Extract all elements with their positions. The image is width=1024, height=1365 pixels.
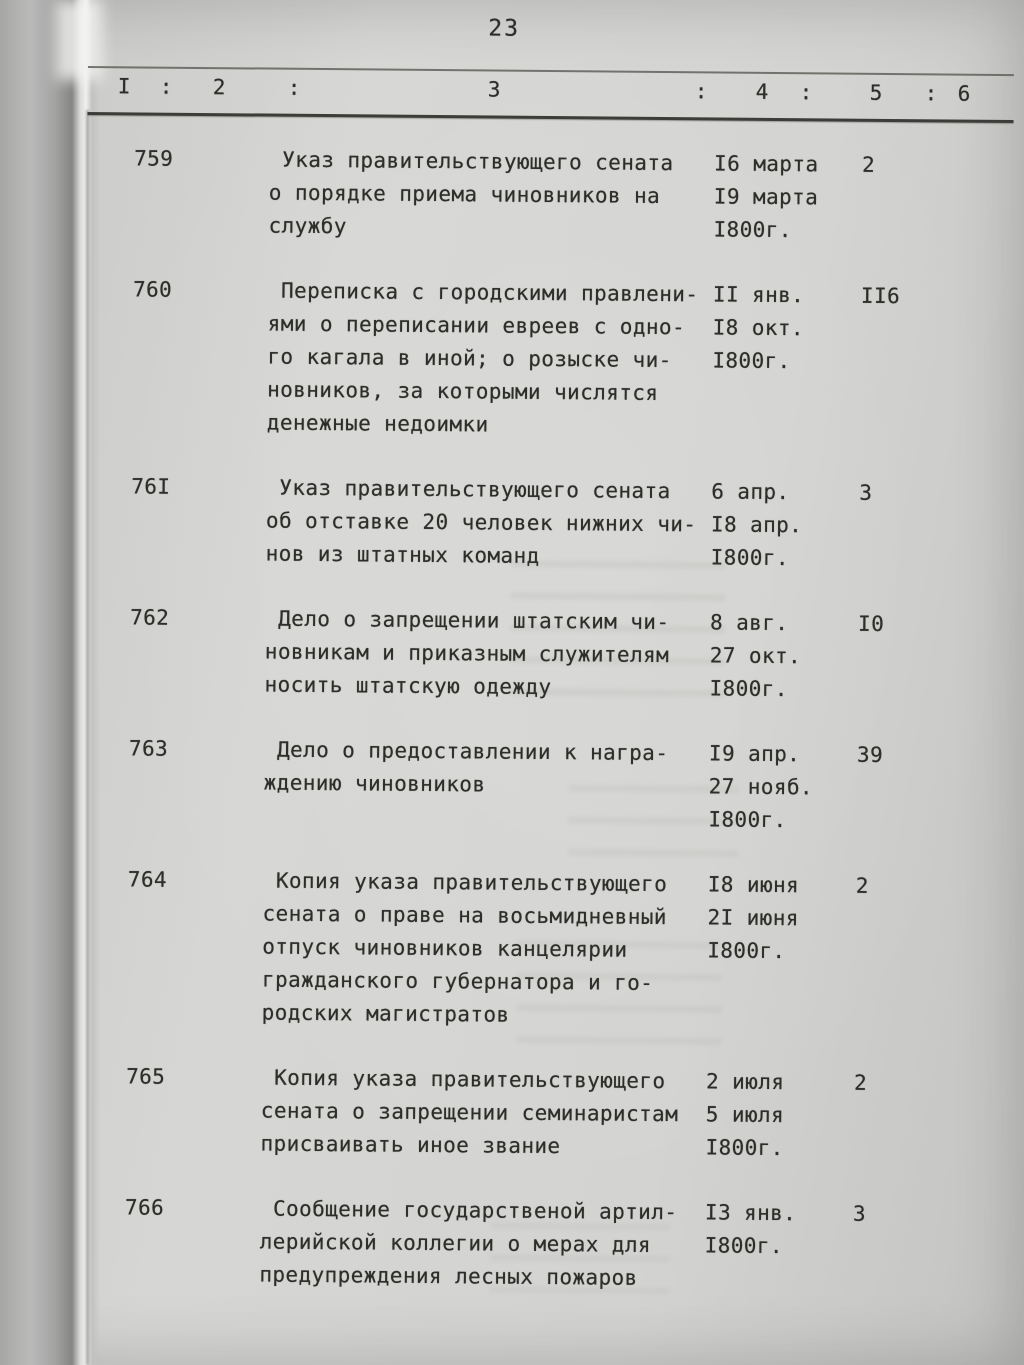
entry-pages: 2 [862, 152, 876, 177]
column-separator: : [287, 75, 301, 100]
entry-description: Дело о запрещении штатским чи- новникам и приказным служителям носить штатскую одежду [264, 606, 670, 700]
table-rule-bottom [88, 112, 1014, 123]
entry-number: 759 [134, 146, 174, 171]
entry-row [0, 141, 1023, 249]
entry-row [0, 731, 1018, 839]
column-header: I [117, 74, 131, 99]
entry-dates: I9 апр. 27 нояб. I800г. [708, 741, 814, 833]
column-header: 3 [487, 77, 501, 102]
entry-pages: 3 [852, 1201, 867, 1226]
entry-dates: I3 янв. I800г. [704, 1200, 797, 1259]
entry-description: Сообщение государственой артил- лерийской коллегии о мерах для предупреждения лесных пожаров [259, 1196, 678, 1290]
entry-description: Копия указа правительствующего сената о праве на восьмидневный отпуск чиновников канцелярии гражданского губернатора и го- родских магистратов [261, 868, 668, 1027]
column-header: 5 [869, 80, 883, 105]
entry-pages: 39 [856, 742, 884, 767]
entry-pages: 3 [859, 480, 873, 505]
entry-pages: I0 [858, 611, 885, 636]
entry-dates: 6 апр. I8 апр. I800г. [710, 479, 803, 571]
entry-description: Переписка с городскими правлени- ями о переписании евреев с одно- го кагала в иной; о розыске чи- новников, за которыми числятся денежные недоимки [266, 278, 699, 437]
entry-description: Указ правительствующего сената о порядке приема чиновников на службу [268, 147, 674, 239]
entry-dates: I6 марта I9 марта I800г. [713, 151, 819, 243]
entry-row [0, 600, 1019, 708]
entry-description: Указ правительствующего сената об отставке 20 человек нижних чи- нов из штатных команд [265, 475, 697, 568]
column-separator: : [799, 80, 813, 105]
table-rule-top [88, 66, 1014, 76]
column-header: 4 [755, 79, 769, 104]
entry-number: 763 [128, 736, 169, 761]
entry-number: 762 [130, 605, 170, 630]
column-separator: : [924, 81, 938, 106]
column-separator: : [159, 74, 173, 99]
column-header: 2 [212, 75, 226, 100]
entry-pages: 2 [855, 873, 869, 898]
entry-dates: 8 авг. 27 окт. I800г. [709, 610, 802, 702]
entry-description: Копия указа правительствующего сената о запрещении семинаристам присваивать иное звание [260, 1065, 679, 1159]
entry-number: 76I [131, 474, 171, 499]
entry-number: 766 [124, 1195, 165, 1220]
entry-row [0, 272, 1022, 446]
entry-row [0, 862, 1017, 1036]
column-separator: : [694, 79, 708, 104]
entry-pages: II6 [860, 283, 901, 309]
entry-row [0, 1059, 1015, 1167]
entry-number: 760 [132, 277, 173, 302]
entry-pages: 2 [853, 1070, 868, 1095]
entry-dates: I8 июня 2I июня I800г. [707, 872, 800, 964]
entry-number: 764 [127, 867, 168, 892]
page-number: 23 [488, 15, 521, 42]
entry-description: Дело о предоставлении к награ- ждению чиновников [263, 737, 669, 797]
entry-dates: II янв. I8 окт. I800г. [712, 282, 805, 374]
column-header: 6 [957, 81, 971, 106]
entry-row [0, 1190, 1014, 1298]
entry-row [0, 469, 1020, 577]
entry-dates: 2 июля 5 июля I800г. [705, 1069, 785, 1161]
entry-number: 765 [126, 1064, 166, 1089]
table-header [1, 0, 1024, 106]
entries-list [0, 141, 1023, 1330]
